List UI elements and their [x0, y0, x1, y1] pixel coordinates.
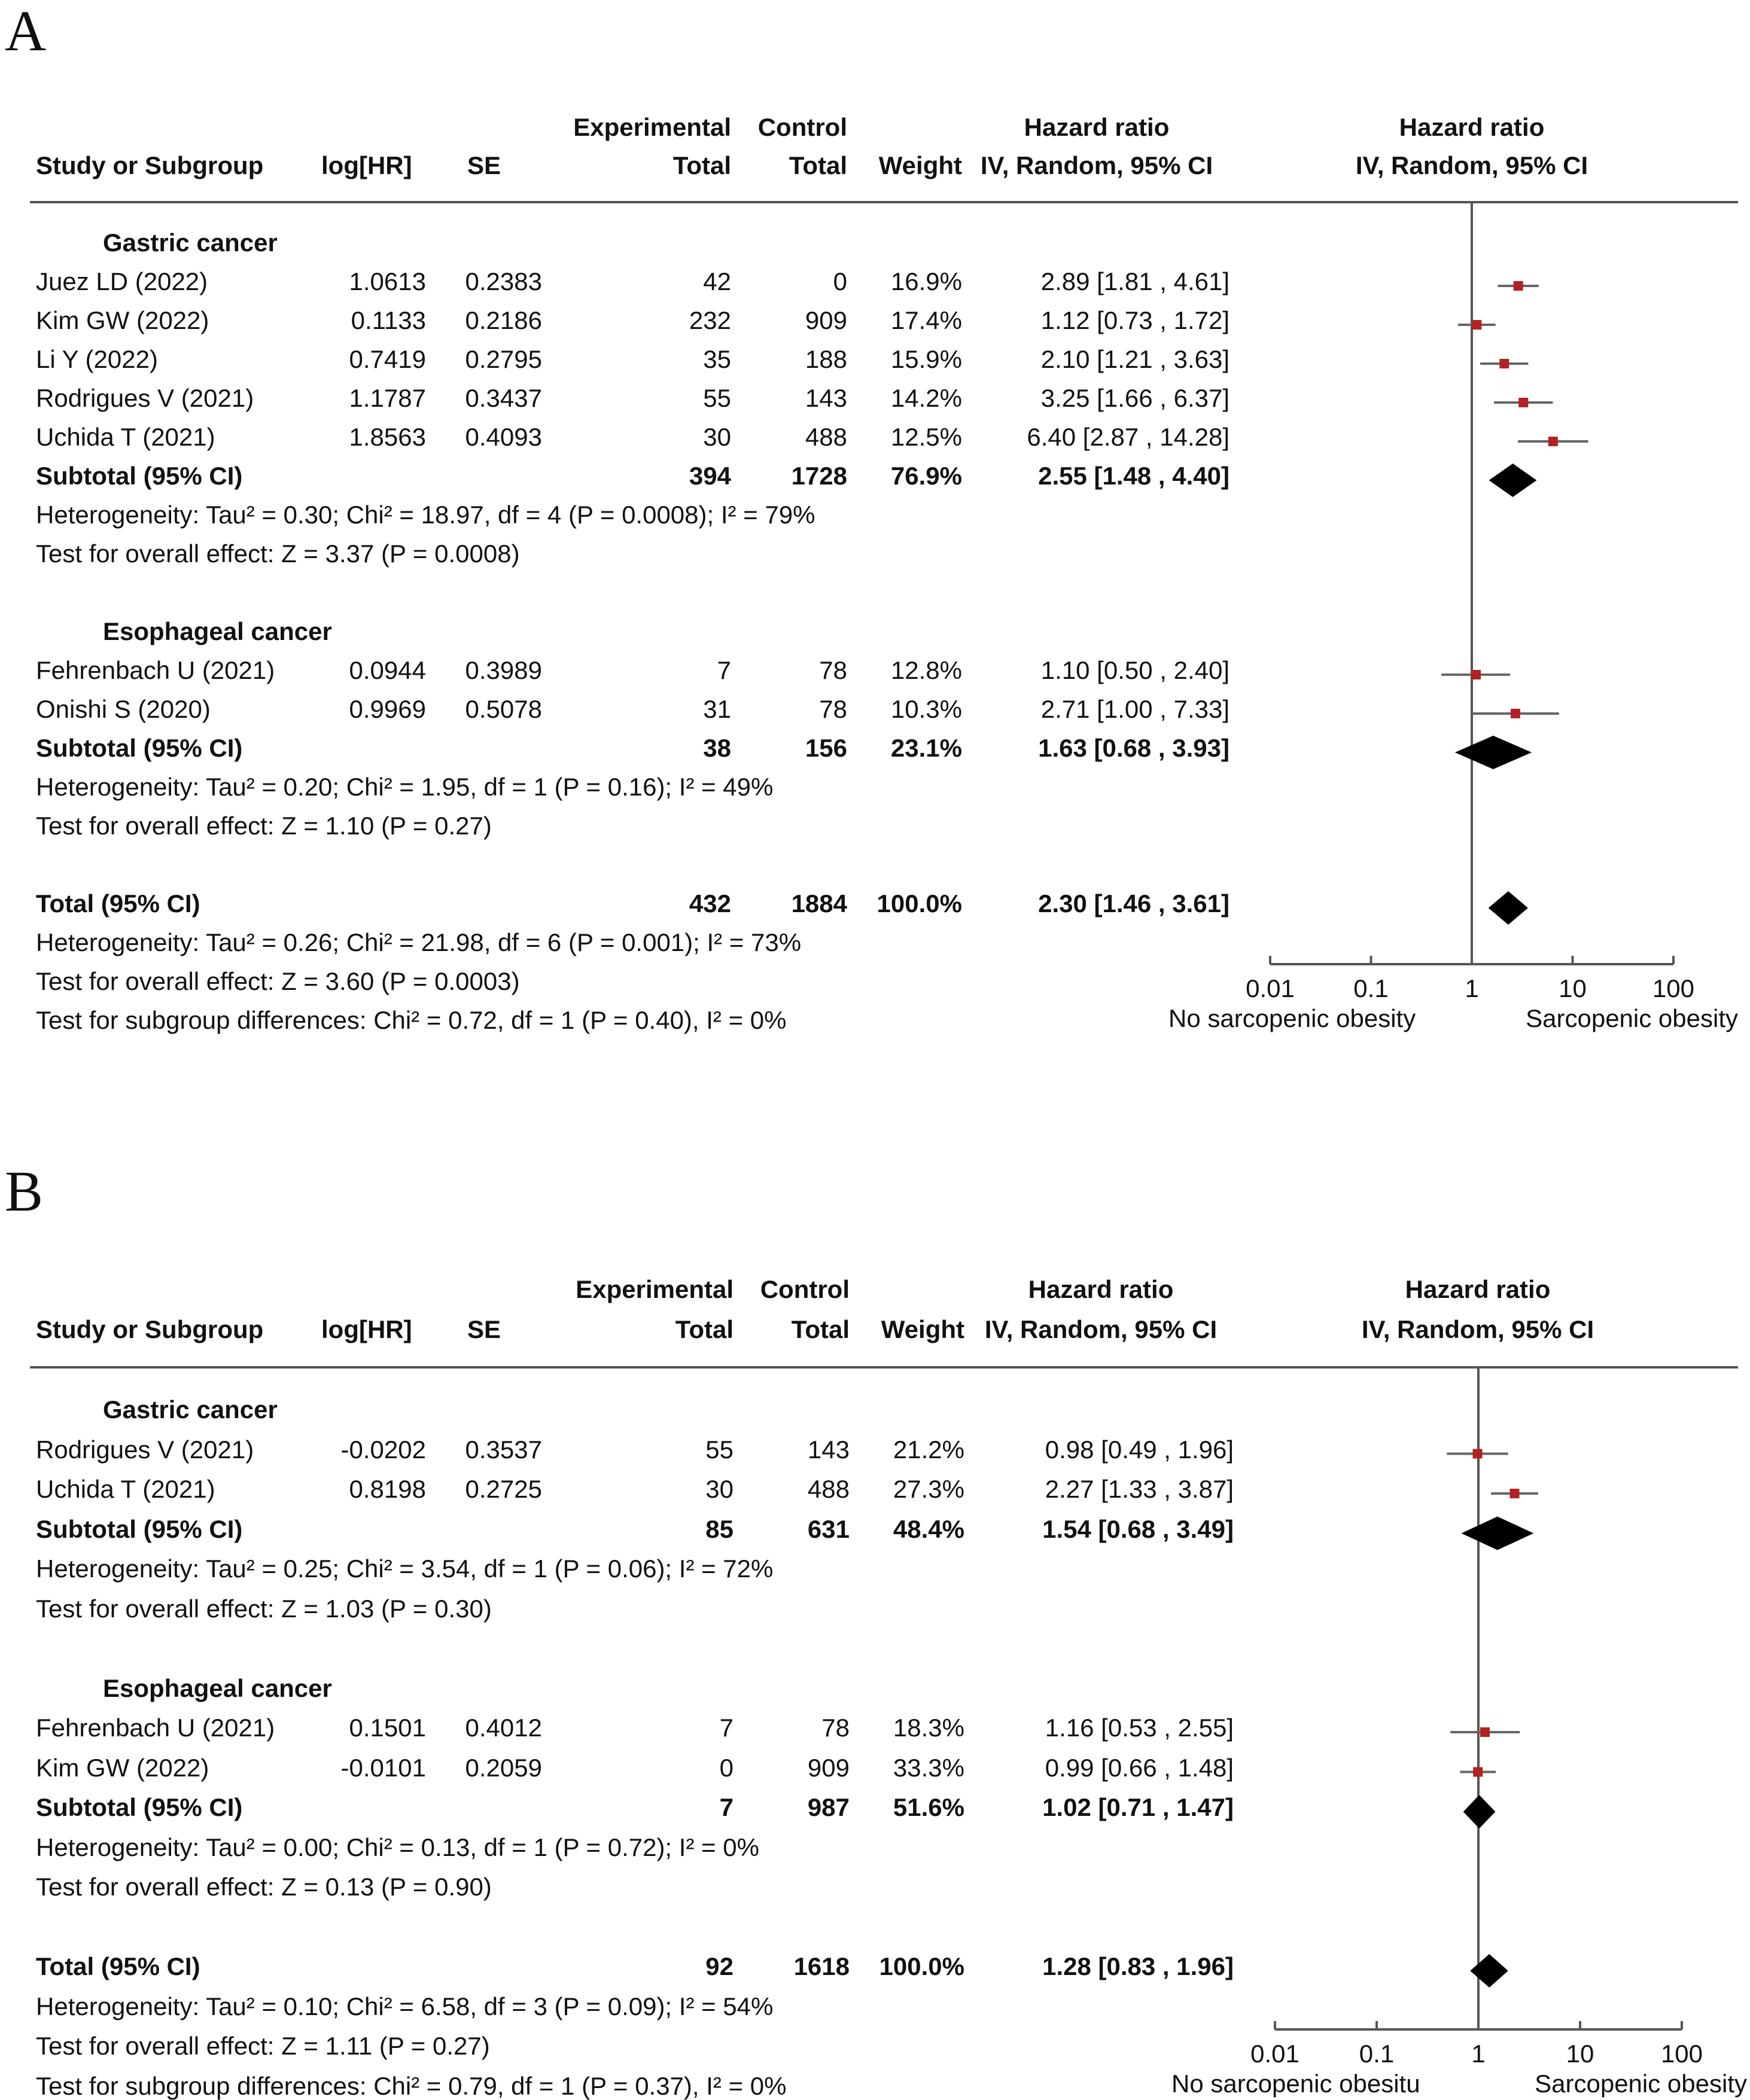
- subgroup-title: Gastric cancer: [103, 1395, 278, 1424]
- header-ctl-total: Total: [789, 151, 847, 179]
- total-label: Total (95% CI): [36, 1952, 200, 1980]
- footer-stat-line: Test for subgroup differences: Chi² = 0.79, df = 1 (P = 0.37), I² = 0%: [36, 2071, 787, 2100]
- header-plot-hr: Hazard ratio: [1399, 113, 1545, 141]
- study-exp-total: 55: [705, 1435, 734, 1464]
- x-tick-label: 10: [1566, 2040, 1594, 2068]
- total-ctl-total: 1618: [793, 1952, 850, 1980]
- overall-effect-text: Test for overall effect: Z = 1.03 (P = 0.30): [36, 1594, 492, 1623]
- study-exp-total: 35: [703, 345, 731, 373]
- subgroup-title: Gastric cancer: [103, 228, 278, 257]
- study-exp-total: 0: [719, 1753, 734, 1782]
- x-tick-label: 0.01: [1250, 2040, 1299, 2068]
- study-weight: 12.8%: [890, 656, 962, 684]
- study-se: 0.3437: [465, 384, 542, 412]
- study-se: 0.3989: [465, 656, 542, 684]
- header-plot-method: IV, Random, 95% CI: [1355, 151, 1588, 179]
- total-label: Total (95% CI): [36, 889, 200, 918]
- study-ctl-total: 143: [807, 1435, 850, 1464]
- subtotal-exp-total: 38: [703, 734, 731, 762]
- study-name: Uchida T (2021): [36, 423, 215, 451]
- study-se: 0.2795: [465, 345, 542, 373]
- subtotal-hr-ci: 1.02 [0.71 , 1.47]: [1042, 1793, 1234, 1821]
- point-estimate-marker: [1548, 437, 1558, 446]
- study-hr-ci: 1.10 [0.50 , 2.40]: [1040, 656, 1229, 684]
- study-loghr: 0.1501: [349, 1714, 426, 1742]
- axis-left-label: No sarcopenic obesity: [1168, 1004, 1416, 1032]
- point-estimate-marker: [1471, 670, 1481, 679]
- x-tick-label: 10: [1559, 974, 1587, 1002]
- header-control: Control: [757, 113, 847, 141]
- header-ctl-total: Total: [791, 1315, 850, 1343]
- subtotal-ctl-total: 631: [807, 1514, 850, 1543]
- study-ctl-total: 143: [805, 384, 847, 412]
- study-loghr: 1.8563: [349, 423, 426, 451]
- x-tick-label: 0.1: [1359, 2040, 1395, 2068]
- study-name: Fehrenbach U (2021): [36, 1714, 275, 1742]
- study-weight: 18.3%: [893, 1714, 964, 1742]
- heterogeneity-text: Heterogeneity: Tau² = 0.20; Chi² = 1.95, df = 1 (P = 0.16); I² = 49%: [36, 773, 774, 801]
- header-hr-ci: Hazard ratio: [1028, 1275, 1174, 1303]
- pooled-estimate-diamond: [1455, 736, 1532, 769]
- study-weight: 16.9%: [890, 267, 962, 295]
- study-ctl-total: 78: [819, 656, 847, 684]
- axis-right-label: Sarcopenic obesity: [1535, 2069, 1747, 2098]
- study-weight: 10.3%: [890, 695, 962, 723]
- study-exp-total: 31: [703, 695, 731, 723]
- x-tick-label: 1: [1471, 2040, 1486, 2068]
- study-name: Rodrigues V (2021): [36, 1435, 254, 1464]
- study-loghr: 0.0944: [349, 656, 426, 684]
- header-plot-hr: Hazard ratio: [1405, 1275, 1551, 1303]
- header-hr-ci-method: IV, Random, 95% CI: [980, 151, 1213, 179]
- study-se: 0.3537: [465, 1435, 542, 1464]
- heterogeneity-text: Heterogeneity: Tau² = 0.25; Chi² = 3.54, df = 1 (P = 0.06); I² = 72%: [36, 1555, 774, 1583]
- total-exp-total: 92: [705, 1952, 734, 1980]
- header-weight: Weight: [881, 1315, 964, 1343]
- study-ctl-total: 78: [819, 695, 847, 723]
- study-ctl-total: 188: [805, 345, 847, 373]
- study-hr-ci: 2.71 [1.00 , 7.33]: [1040, 695, 1229, 723]
- subtotal-weight: 23.1%: [890, 734, 962, 762]
- subtotal-hr-ci: 1.63 [0.68 , 3.93]: [1038, 734, 1229, 762]
- header-hr-ci: Hazard ratio: [1024, 113, 1170, 141]
- study-exp-total: 30: [705, 1475, 734, 1503]
- study-exp-total: 55: [703, 384, 731, 412]
- header-experimental: Experimental: [573, 113, 731, 141]
- point-estimate-marker: [1499, 359, 1509, 368]
- subtotal-label: Subtotal (95% CI): [36, 734, 243, 762]
- header-study: Study or Subgroup: [36, 1315, 264, 1343]
- point-estimate-marker: [1514, 281, 1523, 291]
- panel-b-letter: B: [5, 1159, 44, 1223]
- header-exp-total: Total: [672, 151, 731, 179]
- study-loghr: 1.0613: [349, 267, 426, 295]
- study-hr-ci: 2.89 [1.81 , 4.61]: [1040, 267, 1229, 295]
- pooled-estimate-diamond: [1463, 1795, 1496, 1828]
- header-control: Control: [760, 1275, 850, 1303]
- panel-a-letter: A: [5, 0, 47, 63]
- study-loghr: 0.1133: [351, 306, 426, 334]
- study-hr-ci: 2.27 [1.33 , 3.87]: [1045, 1475, 1234, 1503]
- study-se: 0.2725: [465, 1475, 542, 1503]
- point-estimate-marker: [1511, 709, 1520, 718]
- pooled-estimate-diamond: [1489, 464, 1537, 497]
- subtotal-exp-total: 85: [705, 1514, 734, 1543]
- study-loghr: -0.0202: [340, 1435, 426, 1464]
- study-weight: 14.2%: [890, 384, 962, 412]
- study-se: 0.2186: [465, 306, 542, 334]
- study-exp-total: 42: [703, 267, 731, 295]
- total-weight: 100.0%: [879, 1952, 964, 1980]
- point-estimate-marker: [1473, 1449, 1483, 1459]
- point-estimate-marker: [1472, 320, 1481, 330]
- study-exp-total: 7: [719, 1714, 734, 1742]
- study-name: Fehrenbach U (2021): [36, 656, 275, 684]
- study-ctl-total: 909: [805, 306, 847, 334]
- study-hr-ci: 6.40 [2.87 , 14.28]: [1027, 423, 1229, 451]
- footer-stat-line: Test for overall effect: Z = 1.11 (P = 0.27): [36, 2032, 490, 2060]
- subtotal-hr-ci: 2.55 [1.48 , 4.40]: [1038, 462, 1229, 490]
- x-tick-label: 100: [1652, 974, 1695, 1002]
- study-ctl-total: 78: [821, 1714, 850, 1742]
- study-name: Li Y (2022): [36, 345, 158, 373]
- study-se: 0.2059: [465, 1753, 542, 1782]
- study-se: 0.4012: [465, 1714, 542, 1742]
- total-weight: 100.0%: [876, 889, 962, 918]
- pooled-estimate-diamond: [1470, 1954, 1508, 1988]
- study-weight: 17.4%: [890, 306, 962, 334]
- study-loghr: 0.9969: [349, 695, 426, 723]
- study-name: Rodrigues V (2021): [36, 384, 254, 412]
- footer-stat-line: Heterogeneity: Tau² = 0.26; Chi² = 21.98, df = 6 (P = 0.001); I² = 73%: [36, 928, 802, 956]
- study-loghr: -0.0101: [340, 1753, 426, 1782]
- study-se: 0.5078: [465, 695, 542, 723]
- axis-left-label: No sarcopenic obesitu: [1171, 2069, 1420, 2098]
- subtotal-weight: 48.4%: [893, 1514, 964, 1543]
- study-hr-ci: 1.12 [0.73 , 1.72]: [1040, 306, 1229, 334]
- study-name: Kim GW (2022): [36, 1753, 209, 1782]
- study-ctl-total: 0: [833, 267, 847, 295]
- study-exp-total: 232: [689, 306, 731, 334]
- subtotal-exp-total: 7: [719, 1793, 734, 1821]
- study-loghr: 0.7419: [349, 345, 426, 373]
- x-tick-label: 100: [1660, 2040, 1703, 2068]
- heterogeneity-text: Heterogeneity: Tau² = 0.00; Chi² = 0.13, df = 1 (P = 0.72); I² = 0%: [36, 1833, 759, 1861]
- study-weight: 15.9%: [890, 345, 962, 373]
- study-hr-ci: 3.25 [1.66 , 6.37]: [1040, 384, 1229, 412]
- point-estimate-marker: [1480, 1727, 1490, 1737]
- x-tick-label: 1: [1465, 974, 1479, 1002]
- study-hr-ci: 2.10 [1.21 , 3.63]: [1040, 345, 1229, 373]
- subtotal-ctl-total: 987: [807, 1793, 850, 1821]
- subtotal-label: Subtotal (95% CI): [36, 1514, 243, 1543]
- heterogeneity-text: Heterogeneity: Tau² = 0.30; Chi² = 18.97, df = 4 (P = 0.0008); I² = 79%: [36, 501, 815, 529]
- study-ctl-total: 909: [807, 1753, 850, 1782]
- total-exp-total: 432: [689, 889, 731, 918]
- pooled-estimate-diamond: [1489, 891, 1528, 925]
- study-loghr: 1.1787: [349, 384, 426, 412]
- header-experimental: Experimental: [576, 1275, 734, 1303]
- subgroup-title: Esophageal cancer: [103, 617, 332, 645]
- overall-effect-text: Test for overall effect: Z = 3.37 (P = 0.0008): [36, 540, 520, 568]
- point-estimate-marker: [1510, 1489, 1520, 1498]
- study-weight: 27.3%: [893, 1475, 964, 1503]
- study-hr-ci: 0.99 [0.66 , 1.48]: [1045, 1753, 1234, 1782]
- point-estimate-marker: [1473, 1767, 1483, 1777]
- header-hr-ci-method: IV, Random, 95% CI: [984, 1315, 1218, 1343]
- subgroup-title: Esophageal cancer: [103, 1674, 332, 1702]
- study-hr-ci: 0.98 [0.49 , 1.96]: [1045, 1435, 1234, 1464]
- subtotal-ctl-total: 156: [805, 734, 847, 762]
- point-estimate-marker: [1518, 398, 1528, 407]
- study-name: Juez LD (2022): [36, 267, 208, 295]
- study-se: 0.2383: [465, 267, 542, 295]
- study-hr-ci: 1.16 [0.53 , 2.55]: [1045, 1714, 1234, 1742]
- total-hr-ci: 2.30 [1.46 , 3.61]: [1038, 889, 1229, 918]
- study-loghr: 0.8198: [349, 1475, 426, 1503]
- study-weight: 21.2%: [893, 1435, 964, 1464]
- header-se: SE: [467, 1315, 501, 1343]
- study-se: 0.4093: [465, 423, 542, 451]
- footer-stat-line: Heterogeneity: Tau² = 0.10; Chi² = 6.58, df = 3 (P = 0.09); I² = 54%: [36, 1992, 774, 2020]
- axis-right-label: Sarcopenic obesity: [1526, 1004, 1738, 1032]
- header-exp-total: Total: [675, 1315, 734, 1343]
- x-tick-label: 0.1: [1353, 974, 1389, 1002]
- header-study: Study or Subgroup: [36, 151, 264, 179]
- study-weight: 33.3%: [893, 1753, 964, 1782]
- study-name: Uchida T (2021): [36, 1475, 215, 1503]
- study-ctl-total: 488: [807, 1475, 850, 1503]
- study-weight: 12.5%: [890, 423, 962, 451]
- study-ctl-total: 488: [805, 423, 847, 451]
- total-hr-ci: 1.28 [0.83 , 1.96]: [1042, 1952, 1234, 1980]
- header-weight: Weight: [878, 151, 962, 179]
- footer-stat-line: Test for subgroup differences: Chi² = 0.72, df = 1 (P = 0.40), I² = 0%: [36, 1006, 787, 1034]
- pooled-estimate-diamond: [1462, 1517, 1534, 1550]
- subtotal-label: Subtotal (95% CI): [36, 462, 243, 490]
- total-ctl-total: 1884: [791, 889, 847, 918]
- header-loghr: log[HR]: [321, 1315, 412, 1343]
- subtotal-weight: 76.9%: [890, 462, 962, 490]
- header-plot-method: IV, Random, 95% CI: [1361, 1315, 1594, 1343]
- x-tick-label: 0.01: [1246, 974, 1295, 1002]
- study-name: Onishi S (2020): [36, 695, 211, 723]
- subtotal-exp-total: 394: [689, 462, 731, 490]
- study-exp-total: 7: [717, 656, 731, 684]
- header-se: SE: [467, 151, 501, 179]
- subtotal-label: Subtotal (95% CI): [36, 1793, 243, 1821]
- study-exp-total: 30: [703, 423, 731, 451]
- header-loghr: log[HR]: [321, 151, 412, 179]
- footer-stat-line: Test for overall effect: Z = 3.60 (P = 0.0003): [36, 967, 520, 995]
- subtotal-hr-ci: 1.54 [0.68 , 3.49]: [1042, 1514, 1234, 1543]
- overall-effect-text: Test for overall effect: Z = 0.13 (P = 0.90): [36, 1873, 492, 1901]
- overall-effect-text: Test for overall effect: Z = 1.10 (P = 0.27): [36, 812, 492, 840]
- study-name: Kim GW (2022): [36, 306, 209, 334]
- subtotal-weight: 51.6%: [893, 1793, 964, 1821]
- subtotal-ctl-total: 1728: [791, 462, 847, 490]
